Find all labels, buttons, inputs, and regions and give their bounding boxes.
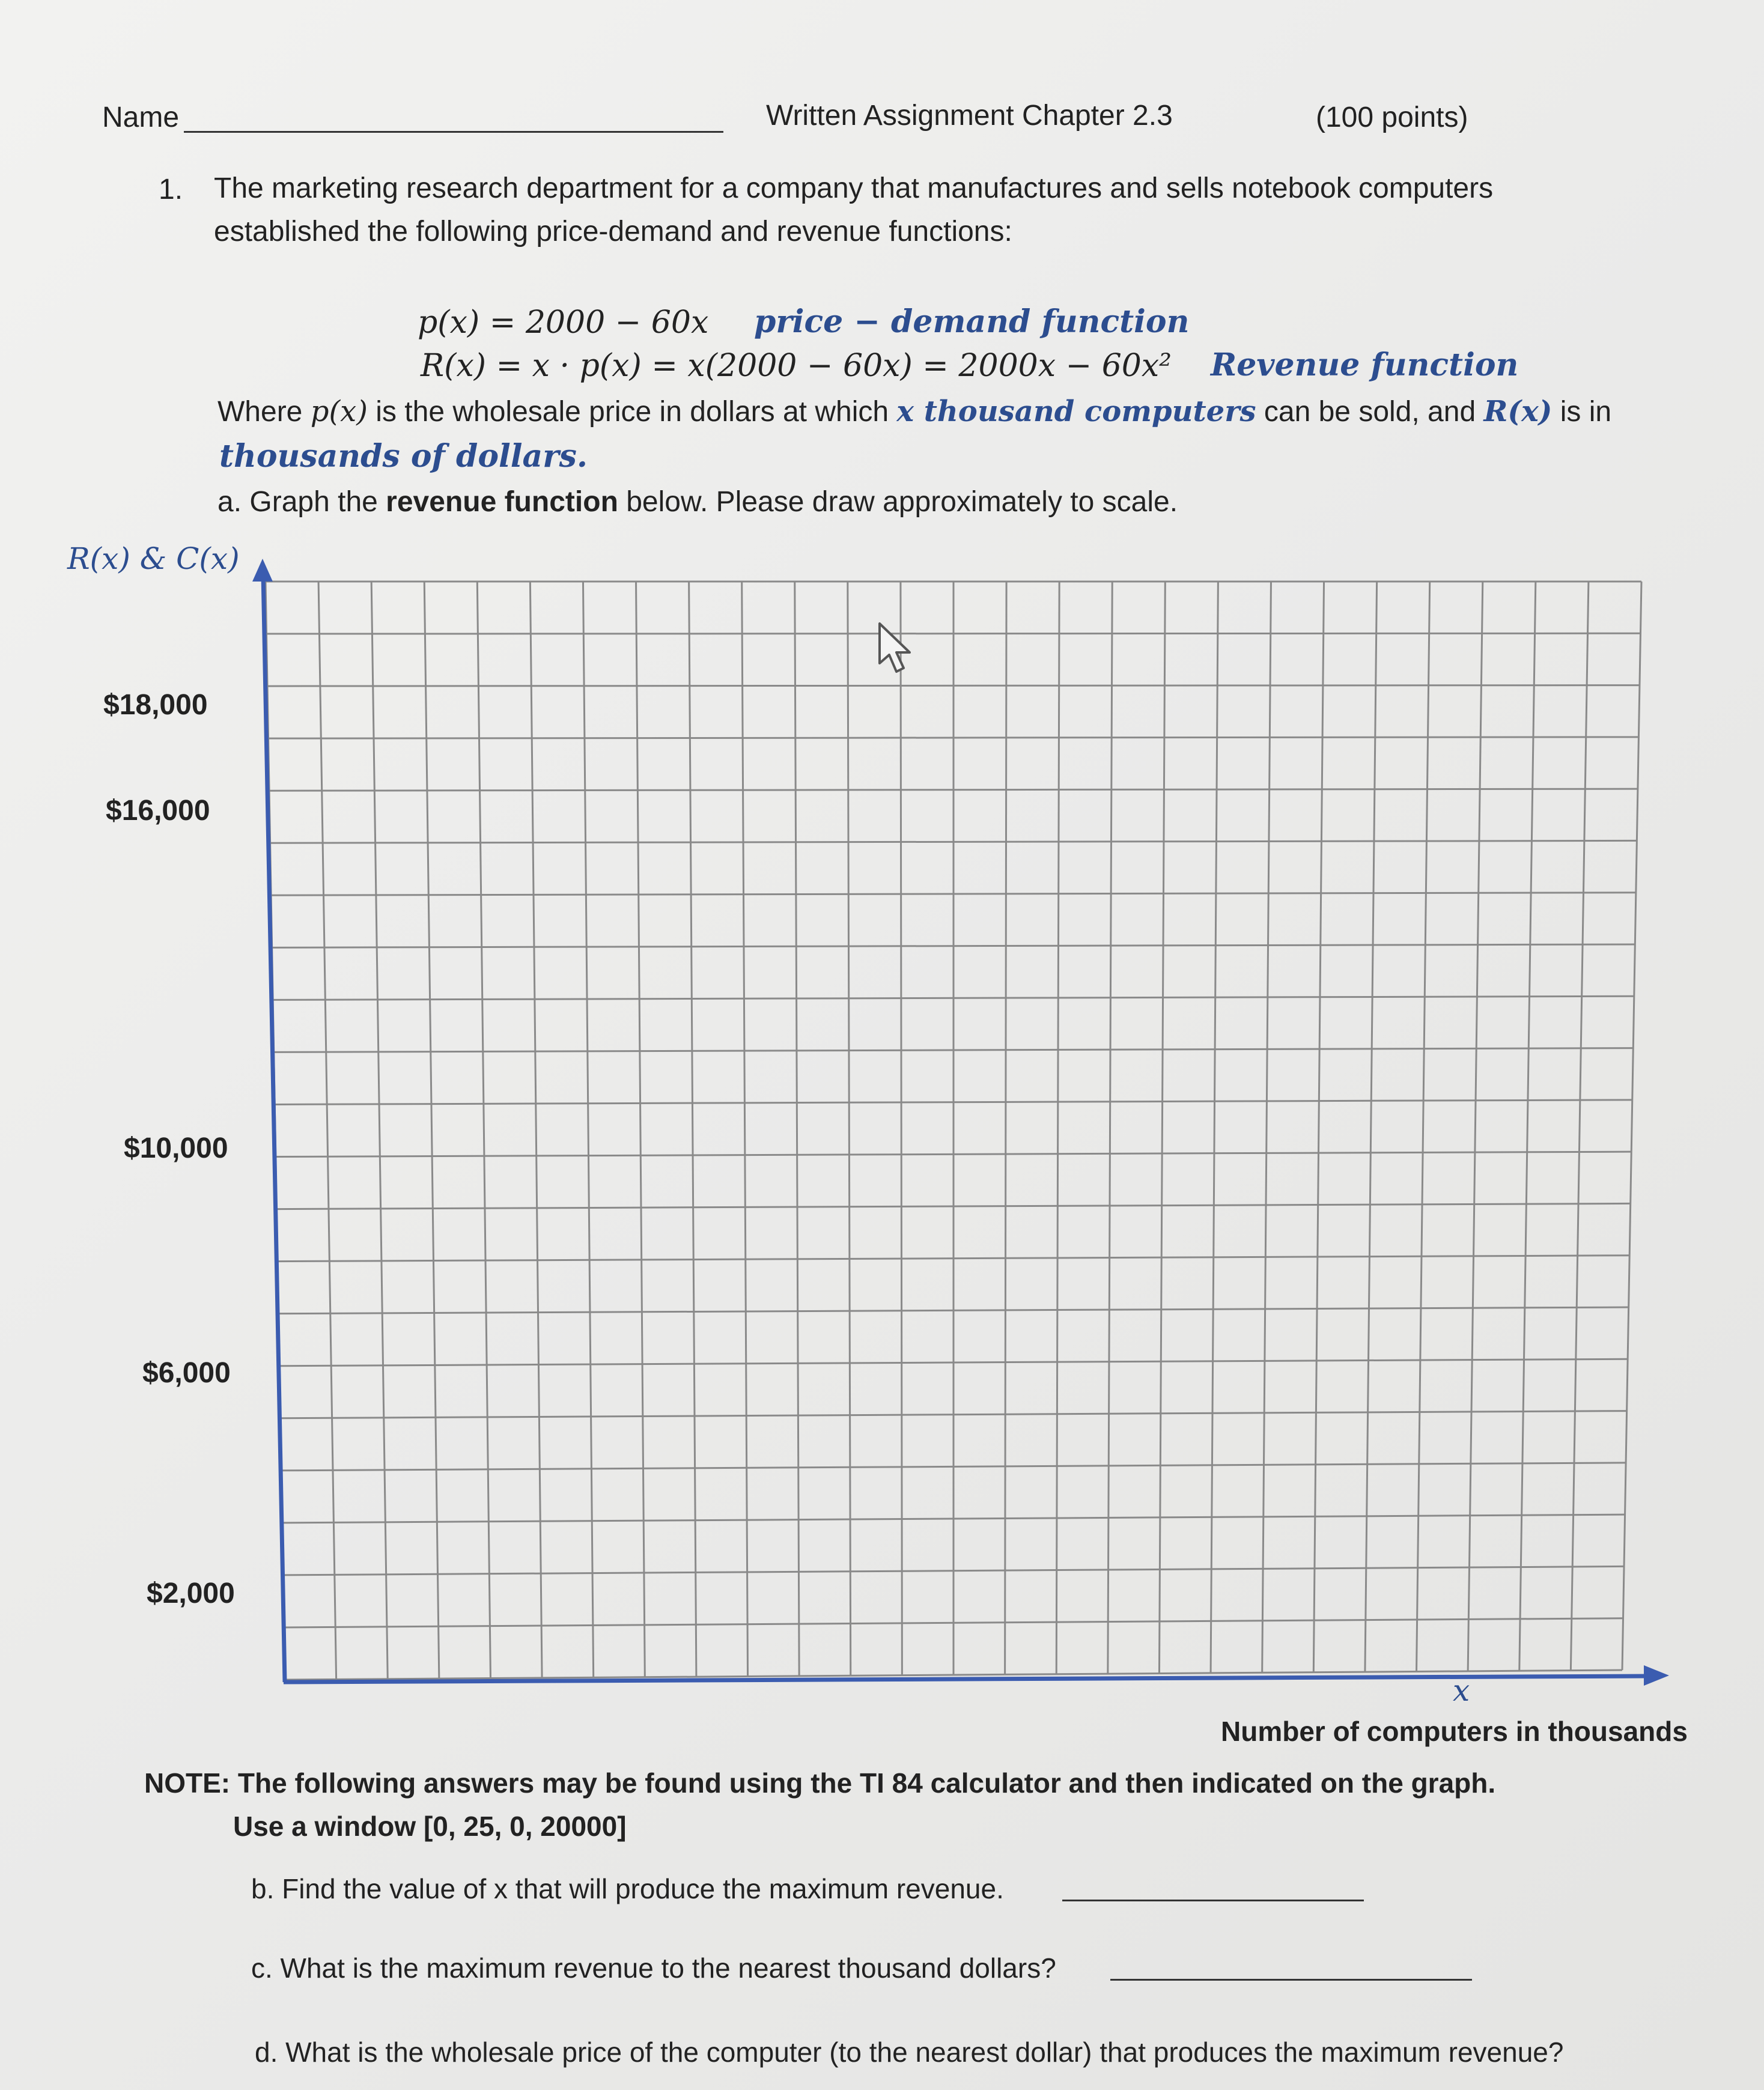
grid-horizontal-line (269, 737, 1639, 738)
note-line2: Use a window [0, 25, 0, 20000] (233, 1811, 627, 1842)
question-c: c. What is the maximum revenue to the nearest thousand dollars? (251, 1952, 1056, 1984)
grid-vertical-line (583, 582, 593, 1677)
grid-horizontal-line (267, 685, 1640, 687)
y-tick-label: $6,000 (142, 1357, 231, 1389)
y-axis-arrow-icon (252, 559, 273, 582)
y-tick-label: $16,000 (106, 795, 210, 827)
answer-c-line[interactable] (1110, 1979, 1472, 1981)
grid-vertical-line (795, 582, 799, 1676)
grid-vertical-line (1262, 582, 1271, 1672)
grid-vertical-line (1108, 582, 1112, 1674)
price-demand-label: price − demand function (754, 303, 1190, 340)
problem-intro-line2: established the following price-demand and revenue functions: (214, 216, 1012, 248)
problem-number: 1. (159, 174, 183, 205)
grid-vertical-line (1468, 582, 1483, 1671)
x-axis-variable: x (1453, 1673, 1470, 1708)
grid-vertical-line (1159, 582, 1165, 1674)
grid-vertical-line (901, 582, 902, 1675)
y-tick-label: $18,000 (103, 689, 208, 721)
y-axis-line (263, 574, 285, 1682)
grid-vertical-line (1005, 582, 1006, 1674)
grid-vertical-line (1313, 582, 1324, 1672)
price-demand-equation: p(x) = 2000 − 60x (418, 305, 709, 341)
grid-vertical-line (1622, 582, 1641, 1670)
grid-horizontal-line (269, 789, 1638, 791)
grid-vertical-line (1417, 582, 1430, 1671)
x-axis-arrow-icon (1644, 1665, 1669, 1686)
revenue-function-label: Revenue function (1211, 347, 1519, 383)
grid-vertical-line (318, 582, 336, 1679)
grid-vertical-line (636, 582, 645, 1677)
grid-vertical-line (1211, 582, 1218, 1673)
grid-vertical-line (1519, 582, 1536, 1671)
grid-vertical-line (1365, 582, 1377, 1672)
grid-vertical-line (1571, 582, 1589, 1671)
grid-horizontal-line (270, 840, 1637, 843)
name-label: Name (102, 102, 180, 133)
units-text: thousands of dollars. (219, 438, 588, 475)
y-tick-label: $10,000 (124, 1132, 228, 1164)
grid-vertical-line (689, 582, 696, 1677)
grid-vertical-line (530, 582, 542, 1678)
grid-vertical-line (371, 582, 388, 1679)
grid-vertical-line (848, 582, 851, 1675)
revenue-equation: R(x) = x · p(x) = x(2000 − 60x) = 2000x − 60x² (421, 348, 1172, 384)
x-axis-line (284, 1676, 1646, 1682)
mouse-pointer-icon (876, 621, 918, 675)
grid-vertical-line (1056, 582, 1059, 1674)
points-label: (100 points) (1316, 102, 1468, 133)
assignment-title: Written Assignment Chapter 2.3 (766, 100, 1173, 132)
grid-vertical-line (424, 582, 439, 1678)
grid-vertical-line (742, 582, 748, 1676)
x-axis-caption: Number of computers in thousands (1221, 1716, 1688, 1747)
question-b: b. Find the value of x that will produce the maximum revenue. (251, 1873, 1004, 1904)
grid-horizontal-line (267, 633, 1641, 634)
note-line1: NOTE: The following answers may be found using the TI 84 calculator and then indicated on the graph. (144, 1767, 1496, 1799)
y-tick-label: $2,000 (147, 1578, 235, 1609)
grid-vertical-line (477, 582, 490, 1678)
part-a-instruction: a. Graph the revenue function below. Please draw approximately to scale. (217, 486, 1178, 518)
y-axis-title: R(x) & C(x) (67, 541, 240, 576)
question-d: d. What is the wholesale price of the computer (to the nearest dollar) that produces the maximum revenue? (255, 2037, 1564, 2068)
answer-b-line[interactable] (1062, 1900, 1364, 1901)
problem-intro-line1: The marketing research department for a company that manufactures and sells notebook computers (214, 172, 1494, 204)
where-sentence: Where p(x) is the wholesale price in dollars at which x thousand computers can be sold, and R(x) is in (217, 395, 1612, 428)
